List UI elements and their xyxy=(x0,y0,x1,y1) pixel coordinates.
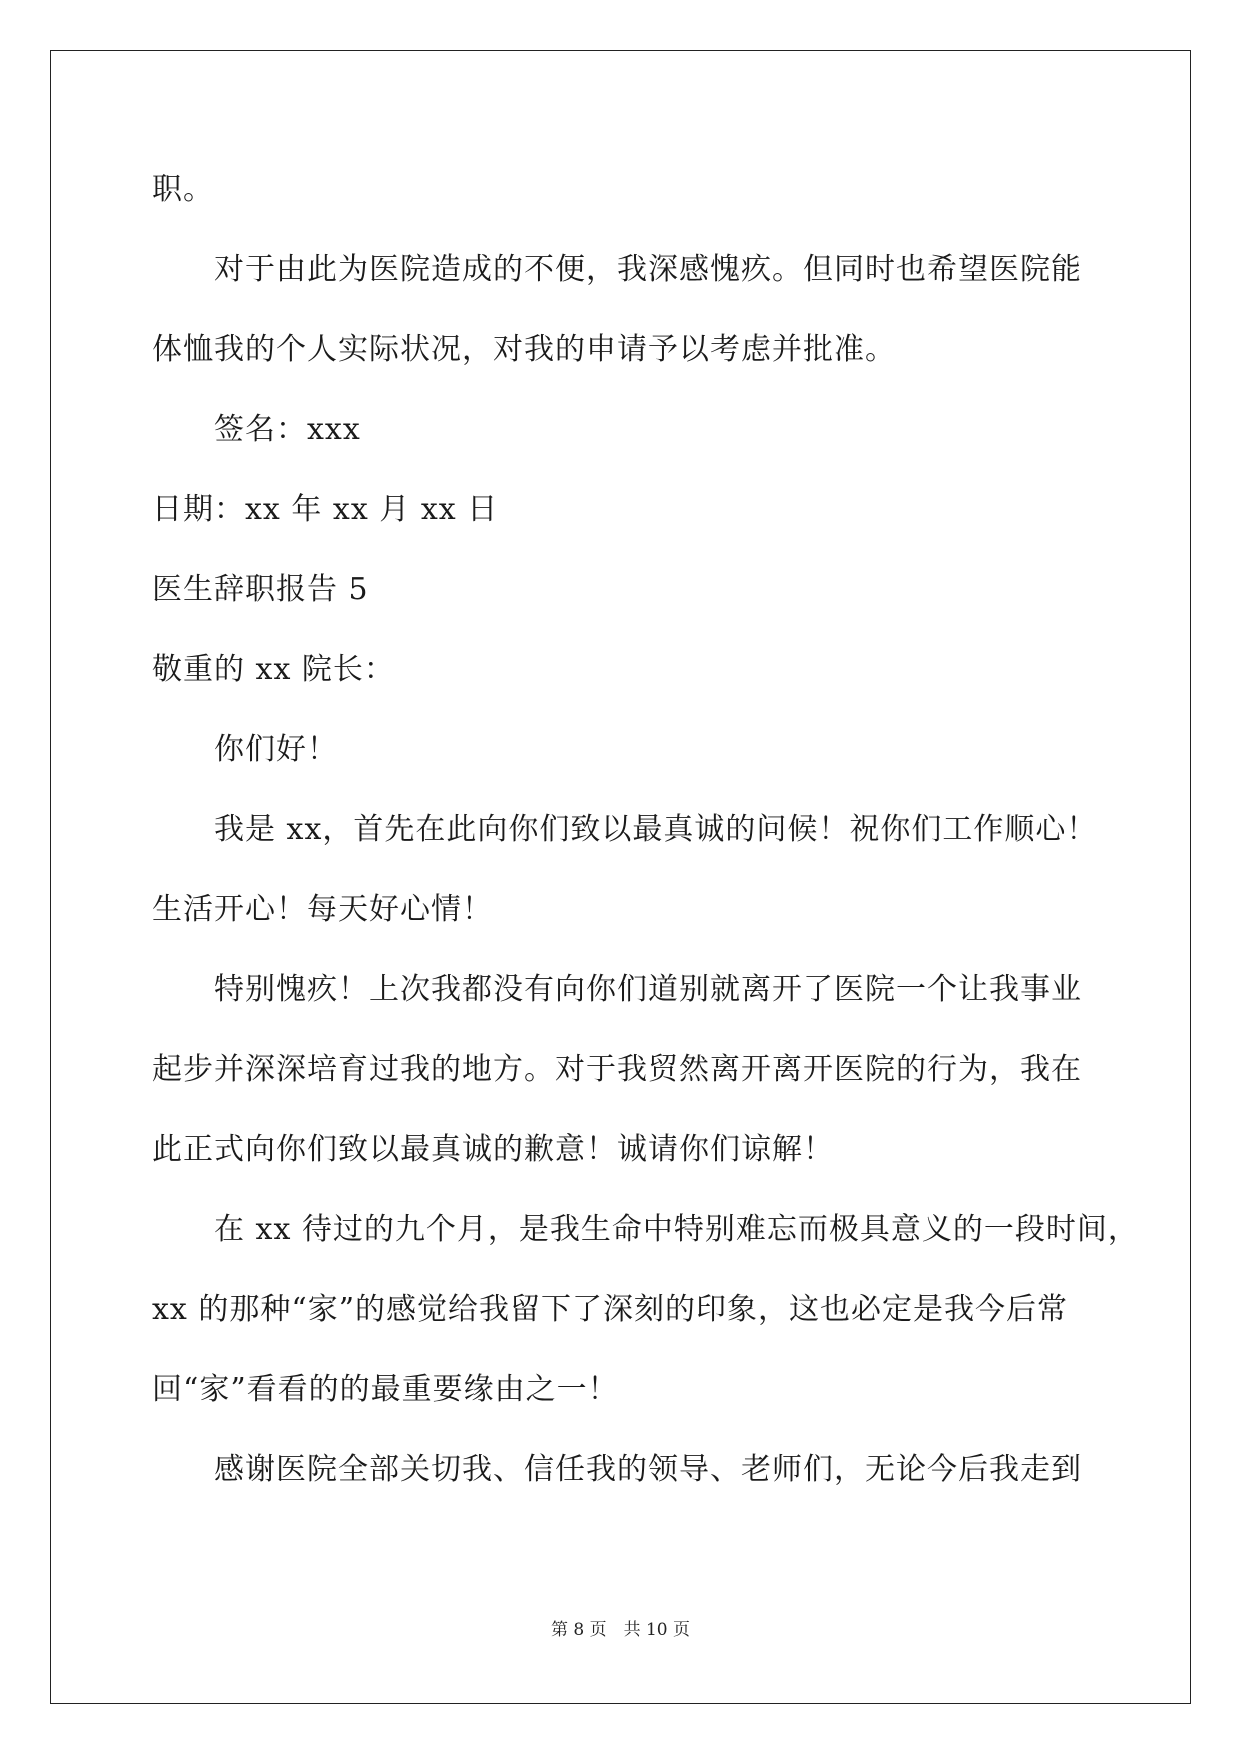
text-line-16: 回“家”看看的的最重要缘由之一！ xyxy=(152,1372,619,1407)
text-line-10: 生活开心！每天好心情！ xyxy=(152,892,493,927)
signature-line: 签名：xxx xyxy=(214,412,361,447)
salutation-line: 敬重的 xx 院长： xyxy=(152,652,395,687)
text-line-1: 职。 xyxy=(152,172,214,207)
section-title: 医生辞职报告 5 xyxy=(152,572,369,607)
page-number: 第 8 页 共 10 页 xyxy=(550,1620,691,1640)
text-line-13: 此正式向你们致以最真诚的歉意！诚请你们谅解！ xyxy=(152,1132,834,1167)
text-line-14: 在 xx 待过的九个月，是我生命中特别难忘而极具意义的一段时间， xyxy=(214,1212,1139,1247)
text-line-2: 对于由此为医院造成的不便，我深感愧疚。但同时也希望医院能 xyxy=(214,252,1082,287)
text-line-12: 起步并深深培育过我的地方。对于我贸然离开离开医院的行为，我在 xyxy=(152,1052,1082,1087)
text-line-15: xx 的那种“家”的感觉给我留下了深刻的印象，这也必定是我今后常 xyxy=(152,1292,1069,1327)
text-line-3: 体恤我的个人实际状况，对我的申请予以考虑并批准。 xyxy=(152,332,896,367)
text-line-9: 我是 xx，首先在此向你们致以最真诚的问候！祝你们工作顺心！ xyxy=(214,812,1098,847)
text-line-11: 特别愧疚！上次我都没有向你们道别就离开了医院一个让我事业 xyxy=(214,972,1082,1007)
greeting-line: 你们好！ xyxy=(214,732,338,767)
text-line-17: 感谢医院全部关切我、信任我的领导、老师们，无论今后我走到 xyxy=(214,1452,1082,1487)
date-line: 日期：xx 年 xx 月 xx 日 xyxy=(152,492,499,527)
